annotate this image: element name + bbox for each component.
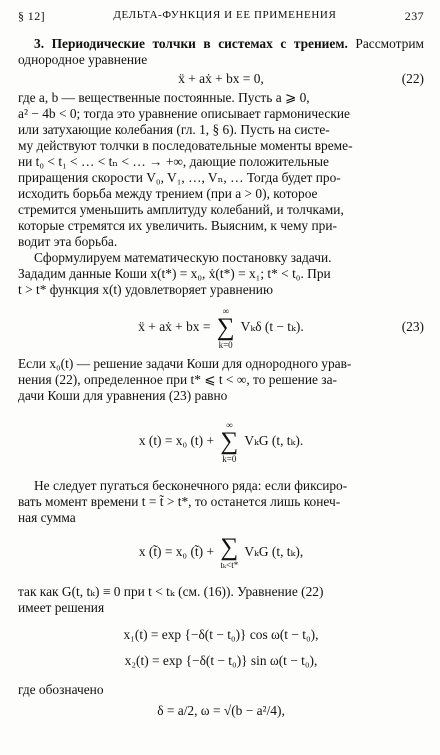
equation-number: (22) [401,71,424,86]
text-line: водит эта борьба. [18,234,118,249]
sum-lower-limit: k=0 [222,453,237,464]
text-line: исходить борьба между трением (при a > 0), которое [18,186,318,201]
equation-right: VₖG (t, tₖ), [244,544,304,559]
sum-operator [217,306,235,350]
sigma-symbol: ∑ [220,427,239,455]
paragraph-text: Рассмотрим однородное уравнение [18,36,424,67]
equation-formula: x₁(t) = exp {−δ(t − t₀)} cos ω(t − t₀), [123,627,319,642]
text-line: ни t₀ < t₁ < … < tₙ < … → +∞, дающие положительные [18,154,329,169]
equation-24 [18,412,424,470]
text-line: му действуют толчки в последовательные моменты време- [18,138,353,153]
equation-22 [18,68,424,90]
paragraph-4 [18,356,424,404]
sum-upper-limit: ∞ [222,305,229,316]
equation-formula: x₂(t) = exp {−δ(t − t₀)} sin ω(t − t₀), [124,653,318,668]
equation-right: Vₖδ (t − tₖ). [240,319,304,334]
equation-26 [18,622,424,648]
equation-28 [18,700,424,722]
sum-upper-limit: ∞ [226,419,233,430]
text-line: нения (22), определенное при t* ⩽ t < ∞, то решение за- [18,372,337,387]
equation-right: VₖG (t, tₖ). [244,433,304,448]
sigma-symbol: ∑ [220,533,239,561]
text-line: стремится уменьшить амплитуду колебаний, и толчками, [18,202,344,217]
text-line: t > t* функция x(t) удовлетворяет уравнению [18,282,273,297]
equation-number: (23) [401,319,424,334]
sum-operator [220,420,238,464]
text-line: Не следует пугаться бесконечного ряда: если фиксиро- [34,478,348,493]
text-line: или затухающие колебания (гл. 1, § 6). Пусть на систе- [18,122,330,137]
sum-lower-limit: k=0 [218,339,233,350]
text-line: приращения скорости V₀, V₁, …, Vₙ, … Тогда будет про- [18,170,341,185]
text-line: которые стремятся их увеличить. Выясним, к чему при- [18,218,337,233]
equation-23 [18,302,424,352]
sum-operator [220,533,239,570]
running-header [18,9,424,24]
equation-formula: δ = a/2, ω = √(b − a²/4), [157,703,285,718]
text-line: a² − 4b < 0; тогда это уравнение описывает гармонические [18,106,350,121]
text-line: Если x₀(t) — решение задачи Коши для однородного урав- [18,356,352,371]
paragraph-1 [18,36,424,68]
text-line: Зададим данные Коши x(t*) = x₀, ẋ(t*) = x₁; t* < t₀. При [18,266,331,281]
equation-formula [139,412,303,470]
page-body [18,36,424,722]
sigma-symbol: ∑ [216,313,235,341]
paragraph-6 [18,584,424,616]
text-line: где a, b — вещественные постоянные. Пусть a ⩾ 0, [18,90,310,105]
sum-lower-limit: tₖ<t* [220,559,239,570]
text-line: так как G(t, tₖ) ≡ 0 при t < tₖ (см. (16)). Уравнение (22) [18,584,324,599]
equation-formula [139,528,303,576]
text-line: дачи Коши для уравнения (23) равно [18,388,228,403]
text-line: имеет решения [18,600,105,615]
equation-left: x (t) = x₀ (t) + [138,433,215,448]
equation-formula: ẍ + aẋ + bx = 0, [178,71,264,86]
subsection-heading: 3. Периодические толчки в системах с трением. [34,36,348,51]
equation-left: ẍ + aẋ + bx = [138,319,211,334]
running-title: ДЕЛЬТА-ФУНКЦИЯ И ЕЕ ПРИМЕНЕНИЯ [113,9,337,21]
text-line: ная сумма [18,510,76,525]
page-number: 237 [404,9,424,23]
equation-formula [138,302,303,352]
section-number: § 12] [18,9,45,23]
text-line: вать момент времени t = t̃ > t*, то останется лишь конеч- [18,494,341,509]
paragraph-2 [18,90,424,250]
text-line: Сформулируем математическую постановку задачи. [34,250,332,265]
equation-left: x (t̃) = x₀ (t̃) + [138,544,214,559]
equation-27 [18,648,424,674]
equation-25 [18,528,424,576]
paragraph-5 [18,478,424,526]
paragraph-7: где обозначено [18,682,104,697]
paragraph-3 [18,250,424,298]
